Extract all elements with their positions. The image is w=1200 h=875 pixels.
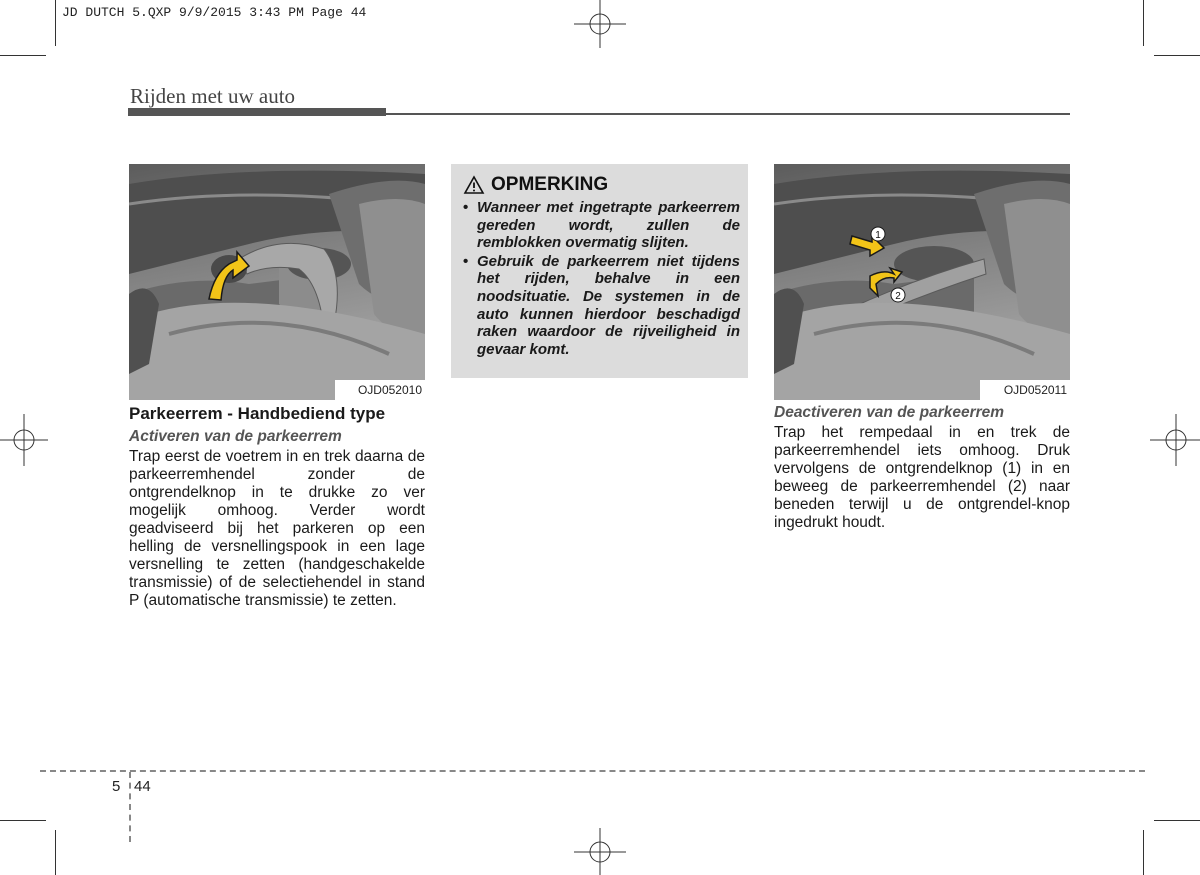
notice-item: • Gebruik de parkeerrem niet tijdens het rijden, behalve in een noodsituatie. De systemen in de auto kunnen hierdoor beschadigd raken waardoor de rijveiligheid in gevaar komt. xyxy=(461,253,740,359)
registration-mark-left xyxy=(0,410,50,470)
image-code: OJD052011 xyxy=(980,380,1070,400)
header-rule-thin xyxy=(386,113,1070,115)
page-number: 44 xyxy=(134,778,151,795)
activate-body: Trap eerst de voetrem in en trek daarna de parkeerremhendel zonder de ontgrendelknop in te drukke zo ver mogelijk omhoog. Verder wordt geadviseerd bij het parkeren op een helling de versnellingspook in een lage versnelling te zetten (handgeschakelde transmissie) of de selectiehendel in stand P (automatische transmissie) te zetten. xyxy=(129,448,425,609)
registration-mark-bottom xyxy=(570,828,630,875)
chapter-number: 5 xyxy=(112,778,121,795)
notice-title: OPMERKING xyxy=(491,174,609,195)
footer-rule xyxy=(40,770,1145,772)
callout-1: 1 xyxy=(875,230,881,241)
right-column-text xyxy=(774,404,1070,532)
warning-triangle-icon xyxy=(463,175,485,195)
image-code: OJD052010 xyxy=(335,380,425,400)
section-heading: Parkeerrem - Handbediend type xyxy=(129,404,386,423)
subheading-release: Deactiveren van de parkeerrem xyxy=(774,404,1005,421)
subheading-activate: Activeren van de parkeerrem xyxy=(129,428,342,445)
notice-box xyxy=(451,164,748,378)
registration-mark-top xyxy=(570,0,630,50)
slug-date: 9/9/2015 xyxy=(179,5,242,20)
handbrake-activate-photo xyxy=(129,164,425,400)
slug-file: JD DUTCH 5.QXP xyxy=(62,5,172,20)
release-body: Trap het rempedaal in en trek de parkeerremhendel iets omhoog. Druk vervolgens de ontgrendelknop (1) in en beweeg de parkeerremhendel (2) naar beneden terwijl u de ontgrendel-knop ingedrukt houdt. xyxy=(774,424,1070,531)
slug-page: Page 44 xyxy=(311,5,367,20)
notice-list xyxy=(461,199,740,358)
registration-mark-right xyxy=(1150,410,1200,470)
footer-divider xyxy=(129,772,131,842)
slug-time: 3:43 PM xyxy=(249,5,304,20)
handbrake-release-photo xyxy=(774,164,1070,400)
notice-item: • Wanneer met ingetrapte parkeerrem gereden wordt, zullen de remblokken overmatig slijten. xyxy=(461,199,740,252)
page-title: Rijden met uw auto xyxy=(130,84,296,108)
left-column-text xyxy=(129,404,425,610)
callout-2: 2 xyxy=(895,291,901,302)
print-slug xyxy=(62,5,366,20)
header-rule-thick xyxy=(128,108,386,116)
